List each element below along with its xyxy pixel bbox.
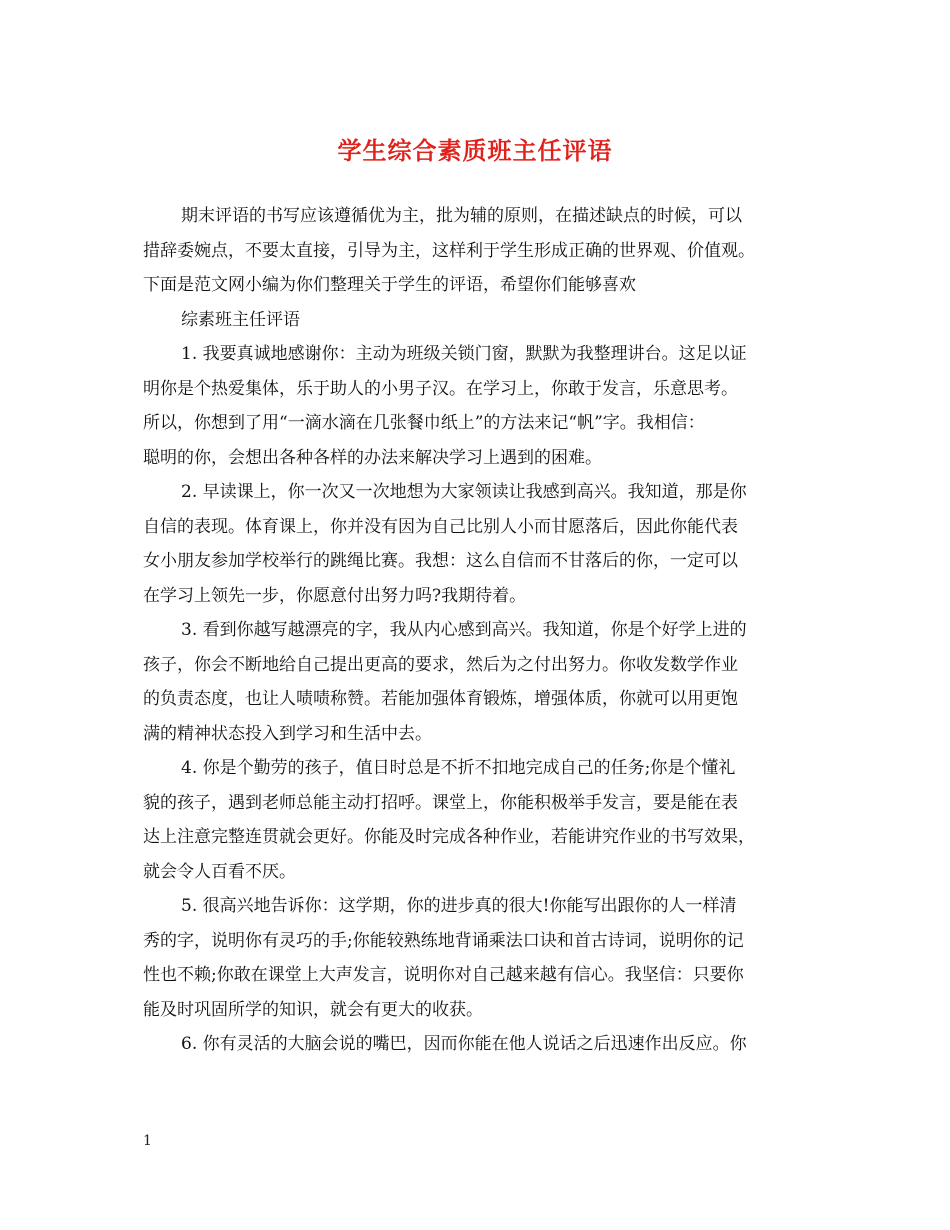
body-line: 明你是个热爱集体，乐于助人的小男子汉。在学习上，你敢于发言，乐意思考。 bbox=[143, 378, 738, 399]
body-line: 女小朋友参加学校举行的跳绳比赛。我想：这么自信而不甘落后的你，一定可以 bbox=[143, 551, 738, 571]
document-body bbox=[143, 199, 813, 1062]
body-line: 下面是范文网小编为你们整理关于学生的评语，希望你们能够喜欢 bbox=[143, 275, 636, 295]
body-line: 貌的孩子，遇到老师总能主动打招呼。课堂上，你能积极举手发言，要是能在表 bbox=[143, 792, 738, 813]
body-line: 自信的表现。体育课上，你并没有因为自己比别人小而甘愿落后，因此你能代表 bbox=[143, 516, 738, 537]
body-line: 3. 看到你越写越漂亮的字，我从内心感到高兴。我知道，你是个好学上进的 bbox=[181, 620, 747, 640]
body-line: 1. 我要真诚地感谢你：主动为班级关锁门窗，默默为我整理讲台。这足以证 bbox=[181, 344, 747, 364]
body-line: 满的精神状态投入到学习和生活中去。 bbox=[143, 723, 432, 744]
body-line: 秀的字，说明你有灵巧的手;你能较熟练地背诵乘法口诀和首古诗词，说明你的记 bbox=[143, 930, 744, 951]
body-line: 的负责态度，也让人啧啧称赞。若能加强体育锻炼，增强体质，你就可以用更饱 bbox=[143, 689, 738, 709]
body-line: 2. 早读课上，你一次又一次地想为大家领读让我感到高兴。我知道，那是你 bbox=[181, 482, 747, 502]
body-line: 能及时巩固所学的知识，就会有更大的收获。 bbox=[143, 999, 483, 1020]
body-line: 4. 你是个勤劳的孩子，值日时总是不折不扣地完成自己的任务;你是个懂礼 bbox=[181, 758, 736, 778]
body-line: 综素班主任评语 bbox=[181, 309, 300, 330]
body-line: 性也不赖;你敢在课堂上大声发言，说明你对自己越来越有信心。我坚信：只要你 bbox=[143, 965, 744, 985]
body-line: 就会令人百看不厌。 bbox=[143, 861, 296, 882]
body-line: 5. 很高兴地告诉你：这学期，你的进步真的很大!你能写出跟你的人一样清 bbox=[181, 896, 737, 916]
body-line: 期末评语的书写应该遵循优为主，批为辅的原则，在描述缺点的时候，可以 bbox=[181, 206, 742, 226]
body-line: 聪明的你，会想出各种各样的办法来解决学习上遇到的困难。 bbox=[143, 447, 602, 468]
body-line: 在学习上领先一步，你愿意付出努力吗?我期待着。 bbox=[143, 585, 527, 606]
body-line: 措辞委婉点，不要太直接，引导为主，这样利于学生形成正确的世界观、价值观。 bbox=[143, 240, 755, 261]
body-line: 达上注意完整连贯就会更好。你能及时完成各种作业，若能讲究作业的书写效果， bbox=[143, 827, 755, 847]
body-line: 6. 你有灵活的大脑会说的嘴巴，因而你能在他人说话之后迅速作出反应。你 bbox=[181, 1034, 747, 1054]
body-line: 所以，你想到了用“一滴水滴在几张餐巾纸上”的方法来记“帆”字。我相信： bbox=[143, 413, 705, 433]
page-number: 1 bbox=[143, 1133, 152, 1149]
body-line: 孩子，你会不断地给自己提出更高的要求，然后为之付出努力。你收发数学作业 bbox=[143, 654, 738, 675]
document-title: 学生综合素质班主任评语 bbox=[337, 136, 613, 165]
